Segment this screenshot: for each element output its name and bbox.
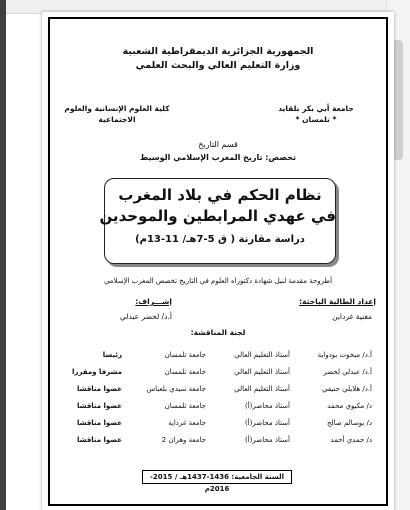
department-label: قسم التاريخ — [198, 140, 238, 149]
table-row — [62, 380, 372, 397]
faculty-line1: كلية العلوم الإنسانية والعلوم — [64, 104, 170, 113]
viewer-left-edge — [0, 0, 6, 510]
member-university: جامعة وهران 2 — [161, 435, 206, 444]
document-page — [42, 12, 394, 510]
member-rank: أستاذ محاضر(أ) — [244, 435, 290, 444]
member-name: أ.د/ مبخوت بودواية — [317, 350, 372, 359]
member-name: أ.د/ هلايلي حنيفي — [322, 384, 372, 393]
table-row — [62, 363, 372, 380]
member-name: د/ حمدي أحمد — [330, 435, 372, 444]
member-name: د/ بوسالم صالح — [326, 418, 372, 427]
scrollbar-thumb[interactable] — [393, 40, 403, 160]
student-name: مغنية غرداين — [332, 312, 372, 321]
member-role: عضوا مناقشا — [76, 384, 122, 393]
member-rank: أستاذ التعليم العالي — [234, 350, 290, 359]
student-label: إعداد الطالبة الباحثة: — [299, 297, 376, 306]
member-university: جامعة سيدي بلعباس — [146, 384, 206, 393]
member-university: جامعة تلمسان — [164, 367, 206, 376]
member-rank: أستاذ التعليم العالي — [234, 384, 290, 393]
member-rank: أستاذ التعليم العالي — [234, 367, 290, 376]
thesis-title-line1: نظام الحكم في بلاد المغرب — [118, 186, 322, 204]
republic-heading: الجمهورية الجزائرية الديمقراطية الشعبية — [122, 46, 314, 57]
member-role: مشرفا ومقررا — [72, 367, 122, 376]
member-name: د/ مكيوي محمد — [327, 401, 372, 410]
committee-table — [62, 346, 372, 448]
ministry-heading: وزارة التعليم العالي والبحث العلمي — [135, 60, 301, 71]
member-role: عضوا مناقشا — [76, 418, 122, 427]
table-row — [62, 397, 372, 414]
member-rank: أستاذ محاضر(أ) — [244, 401, 290, 410]
member-university: جامعة تلمسان — [164, 401, 206, 410]
member-role: عضوا مناقشا — [76, 435, 122, 444]
member-rank: أستاذ محاضر(أ) — [244, 418, 290, 427]
member-role: رئيسا — [102, 350, 122, 359]
member-role: عضوا مناقشا — [76, 401, 122, 410]
table-row — [62, 431, 372, 448]
supervisor-label: إشـــراف: — [135, 297, 172, 306]
thesis-note: أطروحة مقدمة لنيل شهادة دكتوراه العلوم في التاريخ تخصص المغرب الإسلامي — [103, 277, 333, 285]
specialization-label: تخصص: تاريخ المغرب الإسلامي الوسيط — [139, 153, 297, 162]
table-row — [62, 346, 372, 363]
table-row — [62, 414, 372, 431]
faculty-line2: الاجتماعية — [98, 115, 136, 124]
member-name: أ.د/ عبدلي لخضر — [323, 367, 372, 376]
member-university: جامعة غرداية — [168, 418, 206, 427]
university-name: جامعة أبي بكر بلقايد — [278, 104, 354, 113]
academic-year: السنة الجامعية: 1436-1437هـ / 2015- 2016م — [142, 470, 292, 484]
university-city: * تلمسان * — [295, 115, 337, 124]
member-university: جامعة تلمسان — [164, 350, 206, 359]
supervisor-name: أ.د/ لخضر عبدلي — [119, 312, 172, 321]
thesis-title-line2: في عهدي المرابطين والموحدين — [99, 207, 336, 225]
committee-title: لجنة المناقشة: — [190, 328, 246, 337]
thesis-subtitle: دراسة مقارنة ( ق 5-7هـ/ 11-13م) — [135, 234, 305, 245]
